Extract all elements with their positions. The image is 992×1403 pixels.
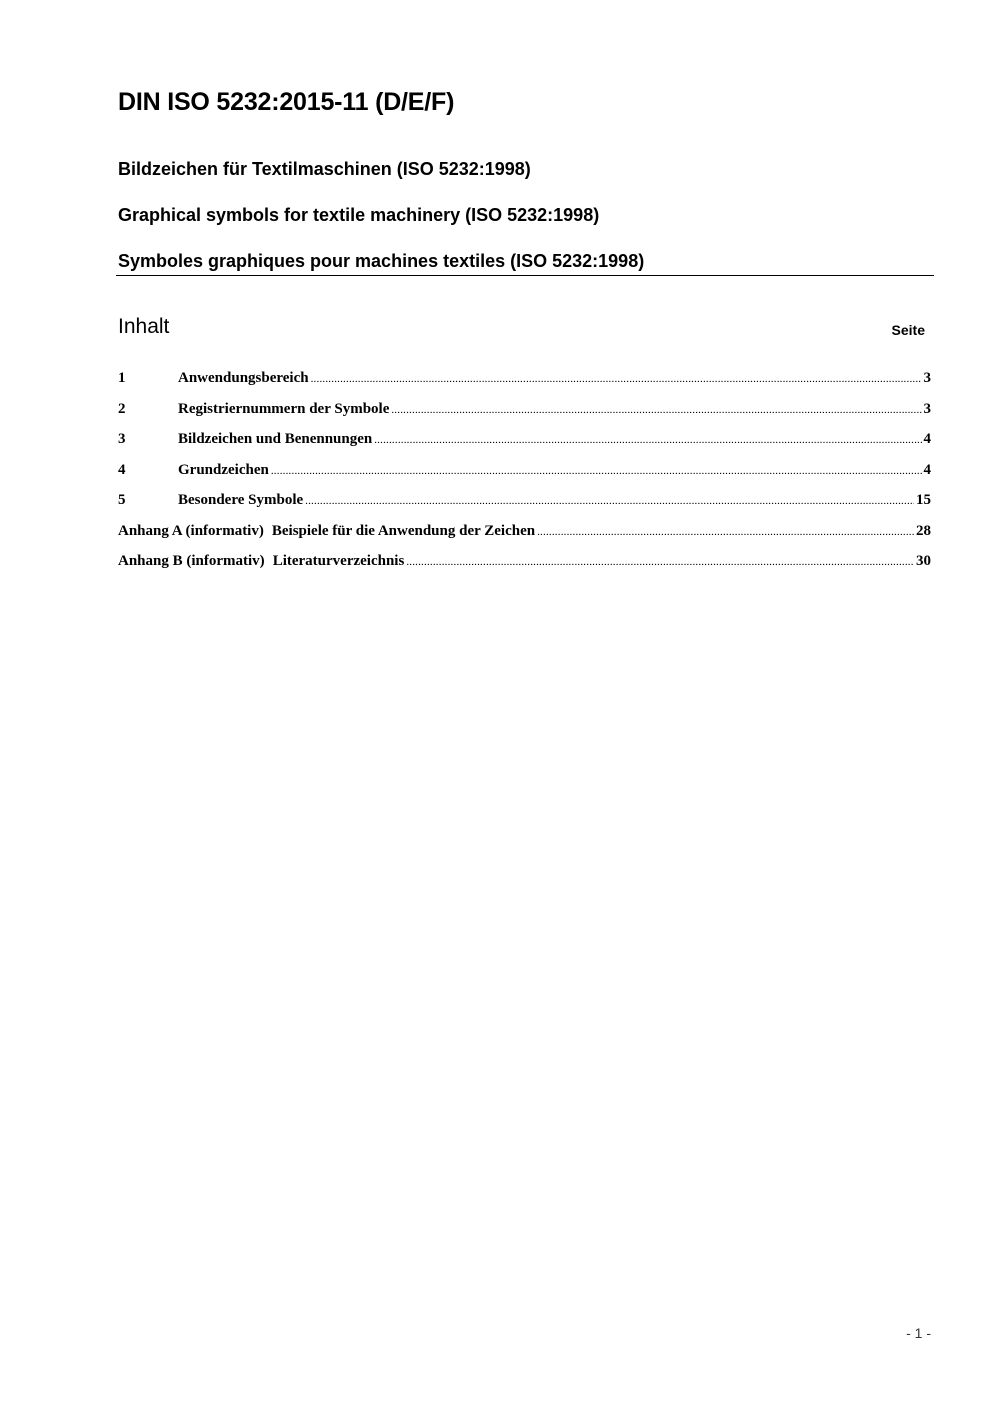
toc-entry-page: 4 <box>923 461 931 478</box>
toc-entry-page: 4 <box>923 431 931 447</box>
toc-entry-page: 3 <box>923 400 931 417</box>
toc-entry-title: Grundzeichen <box>178 461 269 478</box>
subtitle-english: Graphical symbols for textile machinery (ISO 5232:1998) <box>118 205 600 225</box>
toc-entry-page: 15 <box>916 492 931 508</box>
toc-entry-3[interactable] <box>118 431 931 462</box>
toc-entry-4[interactable] <box>118 462 931 493</box>
toc-entry-number: 2 <box>118 400 126 417</box>
toc-annex-a[interactable] <box>118 523 931 554</box>
title-divider <box>116 275 934 276</box>
toc-entry-title: Anwendungsbereich <box>178 370 309 386</box>
toc-leader-dots <box>271 465 922 477</box>
toc-annex-b[interactable] <box>118 553 931 584</box>
toc-entry-2[interactable] <box>118 401 931 432</box>
toc-entry-number: 3 <box>118 431 126 447</box>
toc-entry-title: Registriernummern der Symbole <box>178 400 390 417</box>
toc-entry-5[interactable] <box>118 492 931 523</box>
toc-annex-page: 30 <box>916 553 931 569</box>
toc-heading: Inhalt <box>118 315 170 338</box>
toc-leader-dots <box>374 434 921 446</box>
toc-entry-page: 3 <box>923 370 931 386</box>
subtitle-german: Bildzeichen für Textilmaschinen (ISO 5232:1998) <box>118 159 531 179</box>
footer-page-number: - 1 - <box>906 1325 931 1341</box>
toc-page-column-label: Seite <box>891 322 925 338</box>
toc-entry-title: Bildzeichen und Benennungen <box>178 431 373 447</box>
subtitle-french: Symboles graphiques pour machines textiles (ISO 5232:1998) <box>118 251 645 271</box>
toc-annex-page: 28 <box>916 522 931 539</box>
toc-entry-number: 5 <box>118 492 126 508</box>
toc-annex-label: Anhang B (informativ) <box>118 553 265 569</box>
document-title: DIN ISO 5232:2015-11 (D/E/F) <box>118 88 455 116</box>
toc-entry-title: Besondere Symbole <box>178 492 304 508</box>
toc-leader-dots <box>311 373 922 385</box>
toc-annex-title: Beispiele für die Anwendung der Zeichen <box>271 522 536 539</box>
toc-leader-dots <box>406 556 914 568</box>
table-of-contents <box>118 370 931 584</box>
toc-leader-dots <box>537 526 914 538</box>
toc-annex-title: Literaturverzeichnis <box>272 553 405 569</box>
toc-entry-number: 4 <box>118 461 126 478</box>
toc-entry-number: 1 <box>118 370 126 386</box>
toc-entry-1[interactable] <box>118 370 931 401</box>
toc-annex-label: Anhang A (informativ) <box>118 522 264 539</box>
toc-leader-dots <box>305 495 914 507</box>
toc-leader-dots <box>391 404 921 416</box>
